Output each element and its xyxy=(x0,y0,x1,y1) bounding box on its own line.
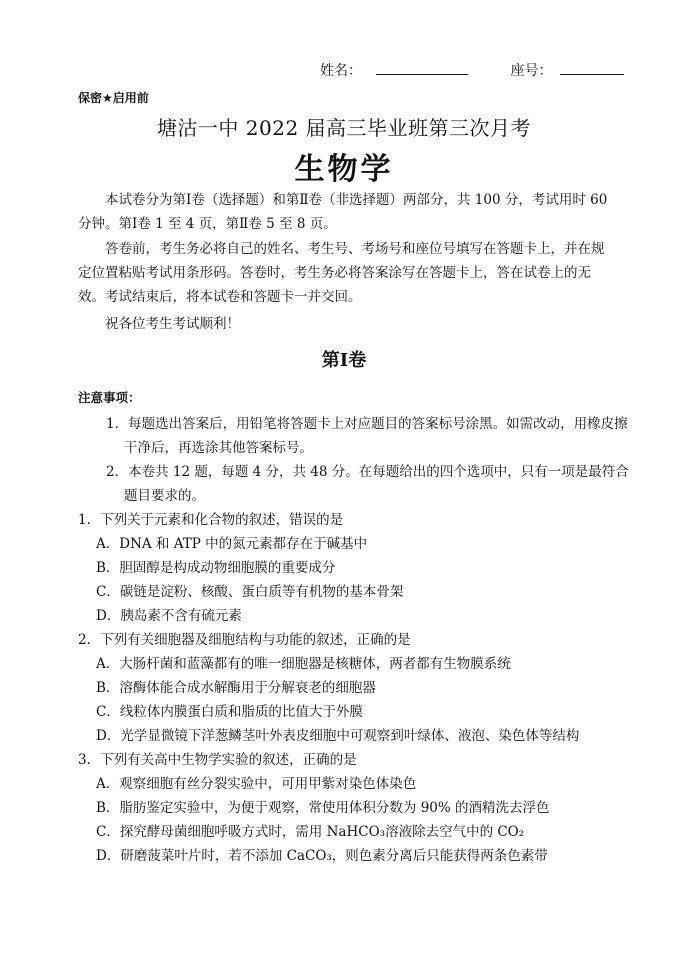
question-option: D．胰岛素不含有硫元素 xyxy=(96,608,242,624)
question-stem: 1．下列关于元素和化合物的叙述，错误的是 xyxy=(78,512,344,528)
question-option: D．光学显微镜下洋葱鳞茎叶外表皮细胞中可观察到叶绿体、液泡、染色体等结构 xyxy=(96,728,580,744)
question-option: A．观察细胞有丝分裂实验中，可用甲紫对染色体染色 xyxy=(96,776,417,792)
notice-title: 注意事项： xyxy=(78,390,141,405)
intro-paragraph-3: 祝各位考生考试顺利！ xyxy=(105,316,240,332)
question-option: C．探究酵母菌细胞呼吸方式时，需用 NaHCO₃溶液除去空气中的 CO₂ xyxy=(96,824,525,840)
subject-title: 生物学 xyxy=(294,152,394,187)
intro-paragraph-2: 答卷前，考生务必将自己的姓名、考生号、考场号和座位号填写在答题卡上，并在规定位置粘贴考试用条形码。答卷时，考生务必将答案涂写在答题卡上，答在试卷上的无效。考试结束后，将本试卷和答题卡一并交回。 xyxy=(78,241,605,305)
secret-mark: 保密★启用前 xyxy=(78,91,149,105)
name-label: 姓名： xyxy=(320,63,362,79)
question-stem: 3．下列有关高中生物学实验的叙述，正确的是 xyxy=(78,752,357,768)
question-option: B．脂肪鉴定实验中，为便于观察，常使用体积分数为 90% 的酒精洗去浮色 xyxy=(96,800,550,816)
question-option: B．溶酶体能合成水解酶用于分解衰老的细胞器 xyxy=(96,680,376,696)
exam-title: 塘沽一中 2022 届高三毕业班第三次月考 xyxy=(156,116,532,140)
question-option: A．DNA 和 ATP 中的氮元素都存在于碱基中 xyxy=(96,536,368,552)
question-option: A．大肠杆菌和蓝藻都有的唯一细胞器是核糖体，两者都有生物膜系统 xyxy=(96,656,511,672)
seat-blank xyxy=(560,60,624,75)
question-option: C．线粒体内膜蛋白质和脂质的比值大于外膜 xyxy=(96,704,363,720)
notice-item: 1．每题选出答案后，用铅笔将答题卡上对应题目的答案标号涂黑。如需改动，用橡皮擦干净后，再选涂其他答案标号。 xyxy=(106,416,628,456)
question-option: C．碳链是淀粉、核酸、蛋白质等有机物的基本骨架 xyxy=(96,584,404,600)
question-option: B．胆固醇是构成动物细胞膜的重要成分 xyxy=(96,560,336,576)
volume-title: 第Ⅰ卷 xyxy=(321,350,367,371)
question-stem: 2．下列有关细胞器及细胞结构与功能的叙述，正确的是 xyxy=(78,632,411,648)
notice-item: 2．本卷共 12 题，每题 4 分，共 48 分。在每题给出的四个选项中，只有一项是最符合题目要求的。 xyxy=(106,464,629,504)
name-blank xyxy=(376,60,468,75)
header-fields xyxy=(320,60,624,80)
seat-label: 座号： xyxy=(510,63,553,79)
intro-paragraph-1: 本试卷分为第Ⅰ卷（选择题）和第Ⅱ卷（非选择题）两部分，共 100 分，考试用时 60 分钟。第Ⅰ卷 1 至 4 页，第Ⅱ卷 5 至 8 页。 xyxy=(78,192,608,232)
question-option: D．研磨菠菜叶片时，若不添加 CaCO₃，则色素分离后只能获得两条色素带 xyxy=(96,848,548,864)
